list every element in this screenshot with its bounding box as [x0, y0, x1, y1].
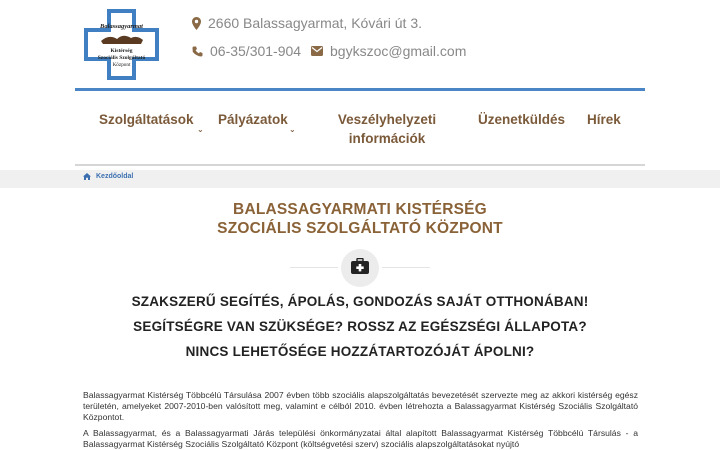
- page-title-line2: SZOCIÁLIS SZOLGÁLTATÓ KÖZPONT: [217, 220, 503, 237]
- breadcrumb-home[interactable]: [83, 173, 133, 180]
- svg-text:Szociális Szolgáltató: Szociális Szolgáltató: [97, 55, 146, 61]
- contact-phone[interactable]: [192, 43, 301, 59]
- divider-left: [290, 267, 338, 268]
- breadcrumb-home-label: Kezdőoldal: [96, 173, 134, 180]
- chevron-down-icon: ⌄: [289, 125, 296, 134]
- site-header: [75, 0, 645, 88]
- home-icon: [83, 173, 91, 180]
- nav-item-label-line2: információk: [348, 131, 426, 146]
- site-logo[interactable]: [83, 8, 160, 81]
- svg-text:Balassagyarmat: Balassagyarmat: [100, 23, 143, 30]
- medical-kit-badge: [341, 249, 379, 287]
- envelope-icon: [311, 46, 323, 56]
- nav-divider: [75, 164, 645, 166]
- medical-kit-icon: [351, 258, 369, 279]
- divider-right: [382, 267, 430, 268]
- logo-cross-graphic: [83, 8, 160, 81]
- page-title-line1: BALASSAGYARMATI KISTÉRSÉG: [233, 201, 487, 218]
- chevron-down-icon: ⌄: [197, 125, 204, 134]
- nav-item-palyazatok[interactable]: [218, 110, 296, 134]
- phone-icon: [192, 46, 203, 57]
- nav-item-label: Üzenetküldés: [478, 112, 566, 127]
- address-text: 2660 Balassagyarmat, Kóvári út 3.: [208, 15, 423, 31]
- map-marker-icon: [192, 17, 201, 30]
- intro-paragraph-2: A Balassagyarmat, és a Balassagyarmati Járás települési önkormányzatai által alapított Balassagyarmat Kistérség Többcélú Társulás - a Balassagyarmat Kistérség Szociális Szolgáltató Központ (költségvetési szerv) szociális alapszolgáltatásokat nyújtó: [83, 428, 638, 449]
- nav-item-label: Hírek: [587, 112, 621, 127]
- nav-item-veszelyhelyzeti[interactable]: [327, 110, 447, 148]
- nav-item-szolgaltatasok[interactable]: [99, 110, 204, 134]
- breadcrumb: [0, 170, 720, 188]
- nav-item-label: Pályázatok: [218, 112, 288, 127]
- intro-paragraph-1: Balassagyarmat Kistérség Többcélú Társulása 2007 évben több szociális alapszolgáltatás bevezetését szervezte meg az akkori kistérség egész területén, amelyeket 2007-2010-ben valósított meg, valamint e célból 2010. évben létrehozta a Balassagyarmat Kistérség Szociális Szolgáltató Központot.: [83, 390, 638, 422]
- contact-address: [192, 15, 422, 31]
- email-text: bgykszoc@gmail.com: [330, 43, 467, 59]
- headline-1: SZAKSZERŰ SEGÍTÉS, ÁPOLÁS, GONDOZÁS SAJÁT OTTHONÁBAN!: [131, 294, 589, 309]
- svg-text:Központ: Központ: [112, 62, 131, 68]
- headline-2: SEGÍTSÉGRE VAN SZÜKSÉGE? ROSSZ AZ EGÉSZSÉGI ÁLLAPOTA?: [133, 319, 587, 334]
- nav-item-label-line1: Veszélyhelyzeti: [337, 112, 437, 127]
- svg-text:Kistérség: Kistérség: [110, 48, 133, 54]
- phone-text: 06-35/301-904: [210, 43, 302, 59]
- nav-item-uzenetkuldes[interactable]: [478, 110, 565, 129]
- main-navigation: [75, 91, 645, 164]
- headline-3: NINCS LEHETŐSÉGE HOZZÁTARTOZÓJÁT ÁPOLNI?: [185, 344, 535, 359]
- nav-item-label: Szolgáltatások: [99, 112, 194, 127]
- contact-email[interactable]: [311, 43, 466, 59]
- nav-item-hirek[interactable]: [587, 110, 621, 129]
